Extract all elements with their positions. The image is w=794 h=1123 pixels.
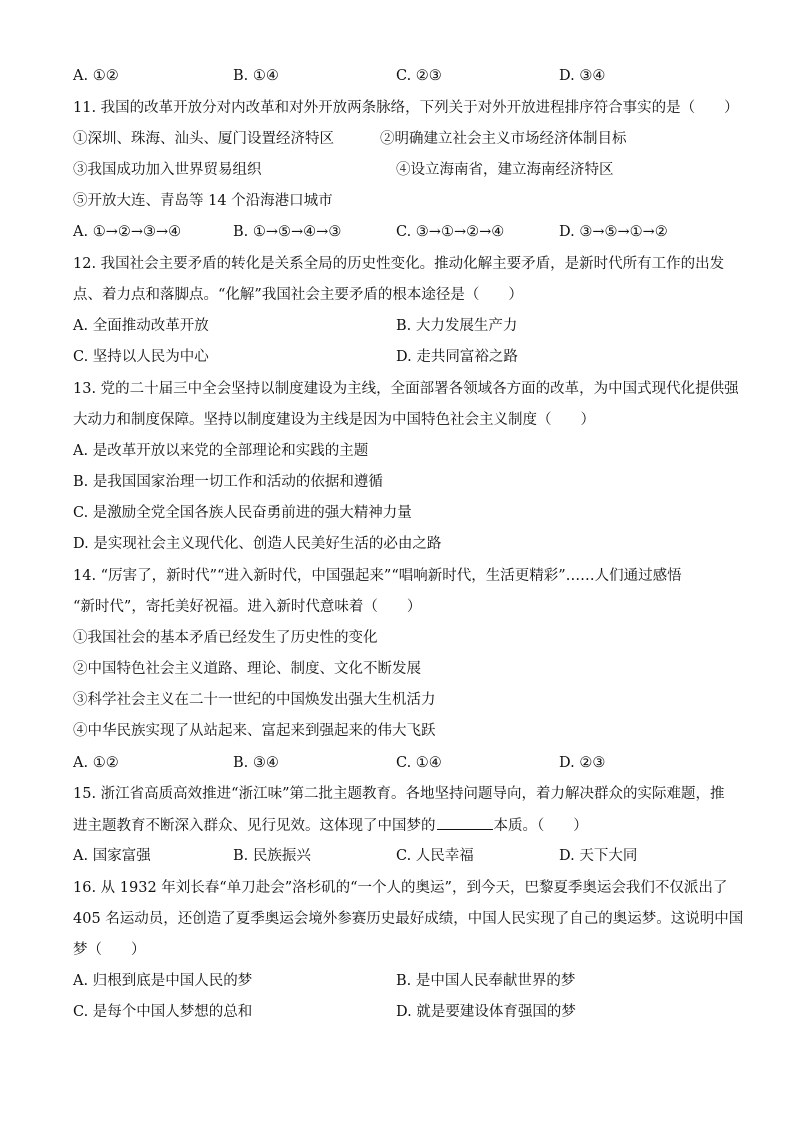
q15-option-a[interactable]: A. 国家富强 xyxy=(73,848,151,864)
q15-option-c[interactable]: C. 人民幸福 xyxy=(396,848,474,864)
q15-option-d[interactable]: D. 天下大同 xyxy=(559,848,638,864)
q16-option-a[interactable]: A. 归根到底是中国人民的梦 xyxy=(73,973,253,989)
q15-option-b[interactable]: B. 民族振兴 xyxy=(233,848,311,864)
q14-stem-line-1: 14. “厉害了，新时代”“进入新时代，中国强起来”“唱响新时代，生活更精彩”……人们通过感悟 xyxy=(73,568,682,584)
q11-item-3: ③我国成功加入世界贸易组织 xyxy=(73,162,262,178)
q13-option-a[interactable]: A. 是改革开放以来党的全部理论和实践的主题 xyxy=(73,443,369,459)
q13-stem-line-2: 大动力和制度保障。坚持以制度建设为主线是因为中国特色社会主义制度（ ） xyxy=(73,412,595,428)
q16-option-d[interactable]: D. 就是要建设体育强国的梦 xyxy=(396,1004,576,1020)
q16-stem-line-2: 405 名运动员，还创造了夏季奥运会境外参赛历史最好成绩，中国人民实现了自己的奥运梦。这说明中国 xyxy=(73,911,744,927)
q15-stem-part-1: 进主题教育不断深入群众、见行见效。这体现了中国梦的 xyxy=(73,818,436,834)
q14-item-2: ②中国特色社会主义道路、理论、制度、文化不断发展 xyxy=(73,661,421,677)
q14-option-d[interactable]: D. ②③ xyxy=(559,755,606,771)
q14-option-c[interactable]: C. ①④ xyxy=(396,755,442,771)
q12-option-d[interactable]: D. 走共同富裕之路 xyxy=(396,349,518,365)
q11-option-c[interactable]: C. ③→①→②→④ xyxy=(396,224,505,240)
q13-stem-line-1: 13. 党的二十届三中全会坚持以制度建设为主线，全面部署各领域各方面的改革，为中国式现代化提供强 xyxy=(73,381,739,397)
q16-option-c[interactable]: C. 是每个中国人梦想的总和 xyxy=(73,1004,253,1020)
q14-item-4: ④中华民族实现了从站起来、富起来到强起来的伟大飞跃 xyxy=(73,723,436,739)
q11-item-4: ④设立海南省，建立海南经济特区 xyxy=(396,162,614,178)
q11-option-a[interactable]: A. ①→②→③→④ xyxy=(73,224,182,240)
q10-option-a[interactable]: A. ①② xyxy=(73,68,119,84)
q10-option-d[interactable]: D. ③④ xyxy=(559,68,606,84)
q11-option-b[interactable]: B. ①→⑤→④→③ xyxy=(233,224,342,240)
q16-option-b[interactable]: B. 是中国人民奉献世界的梦 xyxy=(396,973,576,989)
q13-option-c[interactable]: C. 是激励全党全国各族人民奋勇前进的强大精神力量 xyxy=(73,505,412,521)
q15-stem-line-2 xyxy=(73,815,588,836)
answer-blank[interactable] xyxy=(437,815,493,830)
q15-stem-part-2: 本质。（ ） xyxy=(493,818,588,834)
q11-stem: 11. 我国的改革开放分对内改革和对外开放两条脉络，下列关于对外开放进程排序符合事实的是（ ） xyxy=(73,100,739,116)
q12-option-a[interactable]: A. 全面推动改革开放 xyxy=(73,318,209,334)
q12-option-b[interactable]: B. 大力发展生产力 xyxy=(396,318,518,334)
q13-option-d[interactable]: D. 是实现社会主义现代化、创造人民美好生活的必由之路 xyxy=(73,536,442,552)
q14-item-1: ①我国社会的基本矛盾已经发生了历史性的变化 xyxy=(73,630,378,646)
q10-option-c[interactable]: C. ②③ xyxy=(396,68,442,84)
q11-item-1: ①深圳、珠海、汕头、厦门设置经济特区 xyxy=(73,131,334,147)
q14-option-a[interactable]: A. ①② xyxy=(73,755,119,771)
q16-stem-line-1: 16. 从 1932 年刘长春“单刀赴会”洛杉矶的“一个人的奥运”，到今天，巴黎夏季奥运会我们不仅派出了 xyxy=(73,880,728,896)
q10-option-b[interactable]: B. ①④ xyxy=(233,68,279,84)
q14-item-3: ③科学社会主义在二十一世纪的中国焕发出强大生机活力 xyxy=(73,692,436,708)
q11-item-2: ②明确建立社会主义市场经济体制目标 xyxy=(380,131,627,147)
q16-stem-line-3: 梦（ ） xyxy=(73,942,146,958)
q12-stem-line-1: 12. 我国社会主要矛盾的转化是关系全局的历史性变化。推动化解主要矛盾，是新时代所有工作的出发 xyxy=(73,256,725,272)
q15-stem-line-1: 15. 浙江省高质高效推进“浙江味”第二批主题教育。各地坚持问题导向，着力解决群众的实际难题，推 xyxy=(73,786,725,802)
q12-stem-line-2: 点、着力点和落脚点。“化解”我国社会主要矛盾的根本途径是（ ） xyxy=(73,287,523,303)
q14-stem-line-2: “新时代”，寄托美好祝福。进入新时代意味着（ ） xyxy=(73,599,422,615)
q12-option-c[interactable]: C. 坚持以人民为中心 xyxy=(73,349,209,365)
q11-option-d[interactable]: D. ③→⑤→①→② xyxy=(559,224,668,240)
q14-option-b[interactable]: B. ③④ xyxy=(233,755,279,771)
q13-option-b[interactable]: B. 是我国国家治理一切工作和活动的依据和遵循 xyxy=(73,474,383,490)
q11-item-5: ⑤开放大连、青岛等 14 个沿海港口城市 xyxy=(73,193,333,209)
